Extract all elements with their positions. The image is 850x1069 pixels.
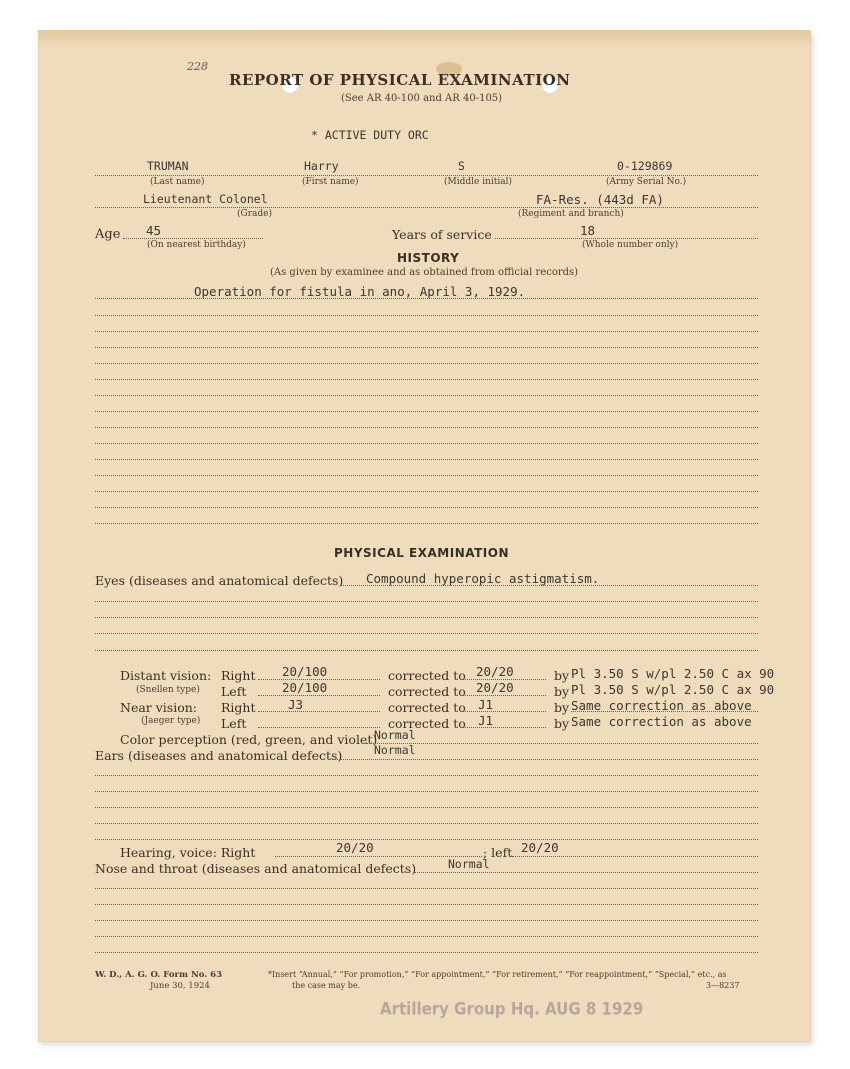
last-name-value: TRUMAN (147, 159, 189, 173)
distant-right-by-label: by (554, 668, 570, 683)
history-line (95, 507, 758, 508)
service-note: (Whole number only) (582, 240, 679, 250)
eyes-value: Compound hyperopic astigmatism. (366, 571, 600, 586)
distant-left-corrected-value: 20/20 (476, 680, 514, 695)
jaeger-label: (Jaeger type) (141, 716, 201, 726)
serial-no-value: 0-129869 (617, 159, 673, 173)
nose-throat-underline (414, 872, 758, 873)
history-line (95, 427, 758, 428)
service-label: Years of service (392, 227, 492, 242)
first-name-label: (First name) (302, 177, 359, 187)
distant-left-by-label: by (554, 684, 570, 699)
history-entry: Operation for fistula in ano, April 3, 1929. (194, 284, 526, 299)
hearing-left-label: ; left (483, 845, 513, 860)
nose-line (95, 920, 758, 921)
ears-line (95, 807, 758, 808)
history-line (95, 347, 758, 348)
history-line (95, 331, 758, 332)
near-right-corrected-underline (462, 711, 546, 712)
nose-line (95, 904, 758, 905)
history-line (95, 459, 758, 460)
history-line (95, 315, 758, 316)
near-right-corrected-value: J1 (478, 697, 494, 712)
history-line (95, 395, 758, 396)
history-line (95, 443, 758, 444)
distant-right-label: Right (221, 668, 256, 683)
near-left-by-value: Same correction as above (571, 714, 752, 729)
middle-initial-value: S (458, 159, 465, 173)
grade-underline (95, 207, 758, 208)
distant-left-value: 20/100 (282, 680, 328, 695)
color-perception-label: Color perception (red, green, and violet) (120, 732, 378, 747)
form-subtitle: (See AR 40-100 and AR 40-105) (341, 93, 503, 104)
ears-line (95, 775, 758, 776)
near-right-underline (258, 711, 380, 712)
age-note: (On nearest birthday) (147, 240, 246, 250)
regiment-value: FA-Res. (443d FA) (536, 192, 664, 207)
regiment-label: (Regiment and branch) (518, 209, 624, 219)
age-value: 45 (146, 223, 162, 238)
age-underline (123, 238, 263, 239)
hearing-left-value: 20/20 (521, 840, 559, 855)
eyes-line (95, 633, 758, 634)
form-date: June 30, 1924 (150, 981, 210, 991)
snellen-label: (Snellen type) (136, 685, 200, 695)
distant-left-label: Left (221, 684, 247, 699)
near-left-corrected-label: corrected to (388, 716, 466, 731)
nose-line (95, 888, 758, 889)
eyes-line (95, 617, 758, 618)
footer-note-line1: *Insert “Annual,” “For promotion,” “For appointment,” “For retirement,” “For reappointment,” “Special,” etc., as (268, 970, 727, 979)
form-title: REPORT OF PHYSICAL EXAMINATION (229, 71, 571, 89)
near-right-by-label: by (554, 700, 570, 715)
print-code: 3—8237 (706, 981, 740, 990)
middle-initial-label: (Middle initial) (444, 177, 512, 187)
distant-left-corrected-underline (462, 695, 546, 696)
nose-line (95, 936, 758, 937)
form-number: W. D., A. G. O. Form No. 63 (95, 970, 223, 980)
grade-value: Lieutenant Colonel (143, 192, 268, 206)
handwritten-note: 228 (187, 60, 208, 73)
eyes-line (95, 601, 758, 602)
ears-line (95, 791, 758, 792)
color-underline (366, 743, 758, 744)
hearing-right-label: Hearing, voice: Right (120, 845, 256, 860)
near-right-value: J3 (288, 697, 304, 712)
near-left-by-label: by (554, 716, 570, 731)
history-line (95, 379, 758, 380)
near-vision-label: Near vision: (120, 700, 197, 715)
age-label: Age (95, 227, 121, 242)
nose-throat-value: Normal (448, 857, 490, 871)
nose-throat-label: Nose and throat (diseases and anatomical defects) (95, 861, 417, 876)
physical-exam-heading: PHYSICAL EXAMINATION (334, 546, 509, 560)
distant-right-corrected-value: 20/20 (476, 664, 514, 679)
nose-line (95, 952, 758, 953)
ears-label: Ears (diseases and anatomical defects) (95, 748, 343, 763)
grade-label: (Grade) (237, 209, 272, 219)
distant-left-by-value: Pl 3.50 S w/pl 2.50 C ax 90 (571, 682, 775, 697)
hearing-left-underline (512, 856, 758, 857)
distant-vision-label: Distant vision: (120, 668, 212, 683)
distant-left-corrected-label: corrected to (388, 684, 466, 699)
near-right-label: Right (221, 700, 256, 715)
hearing-right-value: 20/20 (336, 840, 374, 855)
history-subheading: (As given by examinee and as obtained from official records) (270, 267, 579, 278)
distant-right-by-value: Pl 3.50 S w/pl 2.50 C ax 90 (571, 666, 775, 681)
ears-line (95, 839, 758, 840)
exam-type: * ACTIVE DUTY ORC (311, 128, 429, 142)
ears-line (95, 823, 758, 824)
history-line (95, 298, 758, 299)
near-right-by-underline (571, 711, 758, 712)
history-line (95, 363, 758, 364)
near-left-corrected-value: J1 (478, 713, 494, 728)
service-value: 18 (580, 223, 596, 238)
eyes-line (95, 650, 758, 651)
distant-left-underline (258, 695, 380, 696)
date-stamp: Artillery Group Hq. AUG 8 1929 (380, 999, 644, 1019)
first-name-value: Harry (304, 159, 339, 173)
near-left-underline (258, 727, 380, 728)
ears-value: Normal (374, 743, 416, 757)
ears-underline (332, 759, 758, 760)
history-line (95, 491, 758, 492)
eyes-underline (340, 585, 758, 586)
near-left-corrected-underline (462, 727, 546, 728)
near-right-corrected-label: corrected to (388, 700, 466, 715)
footer-note-line2: the case may be. (292, 981, 361, 990)
identity-underline (95, 175, 758, 176)
history-heading: HISTORY (397, 251, 460, 265)
color-perception-value: Normal (374, 728, 416, 742)
distant-right-value: 20/100 (282, 664, 328, 679)
history-line (95, 411, 758, 412)
service-underline (495, 238, 758, 239)
last-name-label: (Last name) (150, 177, 205, 187)
eyes-label: Eyes (diseases and anatomical defects) (95, 573, 344, 588)
near-right-by-value: Same correction as above (571, 698, 752, 713)
serial-no-label: (Army Serial No.) (606, 177, 687, 187)
near-left-label: Left (221, 716, 247, 731)
distant-right-corrected-label: corrected to (388, 668, 466, 683)
history-line (95, 523, 758, 524)
history-line (95, 475, 758, 476)
